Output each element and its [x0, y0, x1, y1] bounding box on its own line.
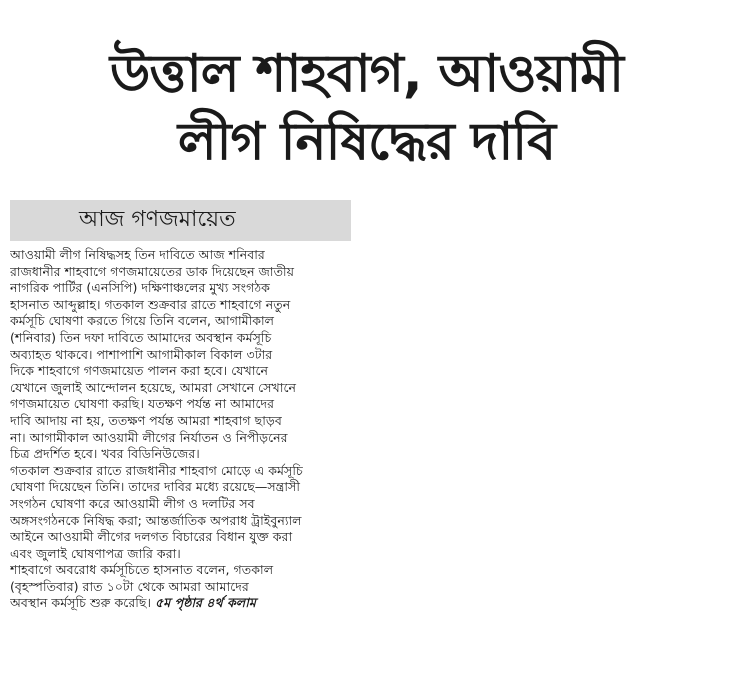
article-line: শাহবাগে অবরোধ কর্মসূচিতে হাসনাত বলেন, গতকাল — [10, 562, 274, 578]
article-line-text: অবস্থান কর্মসূচি শুরু করেছি। — [10, 595, 151, 611]
article-line: গণজমায়েত ঘোষণা করছি। যতক্ষণ পর্যন্ত না আমাদের — [10, 396, 275, 412]
article-line: (বৃহস্পতিবার) রাত ১০টা থেকে আমরা আমাদের — [10, 578, 249, 594]
article-body — [10, 247, 365, 612]
article-last-line — [10, 595, 365, 612]
article-line: দাবি আদায় না হয়, ততক্ষণ পর্যন্ত আমরা শাহবাগ ছাড়ব — [10, 412, 282, 428]
article-line: কর্মসূচি ঘোষণা করতে গিয়ে তিনি বলেন, আগামীকাল — [10, 313, 275, 329]
article-line: গতকাল শুক্রবার রাতে রাজধানীর শাহবাগ মোড়ে এ কর্মসূচি — [10, 462, 303, 478]
article-line: না। আগামীকাল আওয়ামী লীগের নির্যাতন ও নিপীড়নের — [10, 429, 288, 445]
article-line: ঘোষণা দিয়েছেন তিনি। তাদের দাবির মধ্যে রয়েছে—সন্ত্রাসী — [10, 479, 300, 495]
article-line: নাগরিক পার্টির (এনসিপি) দক্ষিণাঞ্চলের মুখ্য সংগঠক — [10, 280, 270, 296]
headline-line-2: লীগ নিষিদ্ধের দাবি — [177, 112, 556, 172]
article-line: (শনিবার) তিন দফা দাবিতে আমাদের অবস্থান কর্মসূচি — [10, 329, 272, 345]
subheading-text: আজ গণজমায়েত — [79, 207, 236, 232]
headline-line-1: উত্তাল শাহবাগ, আওয়ামী — [109, 44, 624, 104]
article-line: এবং জুলাই ঘোষণাপত্র জারি করা। — [10, 545, 181, 561]
article-line: আইনে আওয়ামী লীগের দলগত বিচারের বিধান যুক্ত করা — [10, 529, 293, 545]
subheading-banner — [10, 200, 351, 241]
article-line: রাজধানীর শাহবাগে গণজমায়েতের ডাক দিয়েছেন জাতীয় — [10, 263, 295, 279]
article-line: আওয়ামী লীগ নিষিদ্ধসহ তিন দাবিতে আজ শনিবার — [10, 247, 265, 262]
article-line: অব্যাহত থাকবে। পাশাপাশি আগামীকাল বিকাল ৩টার — [10, 346, 273, 362]
article-line: যেখানে জুলাই আন্দোলন হয়েছে, আমরা সেখানে সেখানে — [10, 379, 297, 395]
article-line: সংগঠন ঘোষণা করে আওয়ামী লীগ ও দলটির সব — [10, 495, 255, 511]
continued-on-page-link[interactable]: ৫ম পৃষ্ঠার ৪র্থ কলাম — [155, 595, 256, 611]
headline — [0, 40, 733, 176]
article-line: হাসনাত আব্দুল্লাহ। গতকাল শুক্রবার রাতে শাহবাগে নতুন — [10, 296, 291, 312]
article-line: চিত্র প্রদর্শিত হবে। খবর বিডিনিউজের। — [10, 446, 200, 462]
article-line: দিকে শাহবাগে গণজমায়েত পালন করা হবে। যেখানে — [10, 363, 269, 379]
article-line: অঙ্গসংগঠনকে নিষিদ্ধ করা; আন্তর্জাতিক অপরাধ ট্রাইবুন্যাল — [10, 512, 302, 528]
